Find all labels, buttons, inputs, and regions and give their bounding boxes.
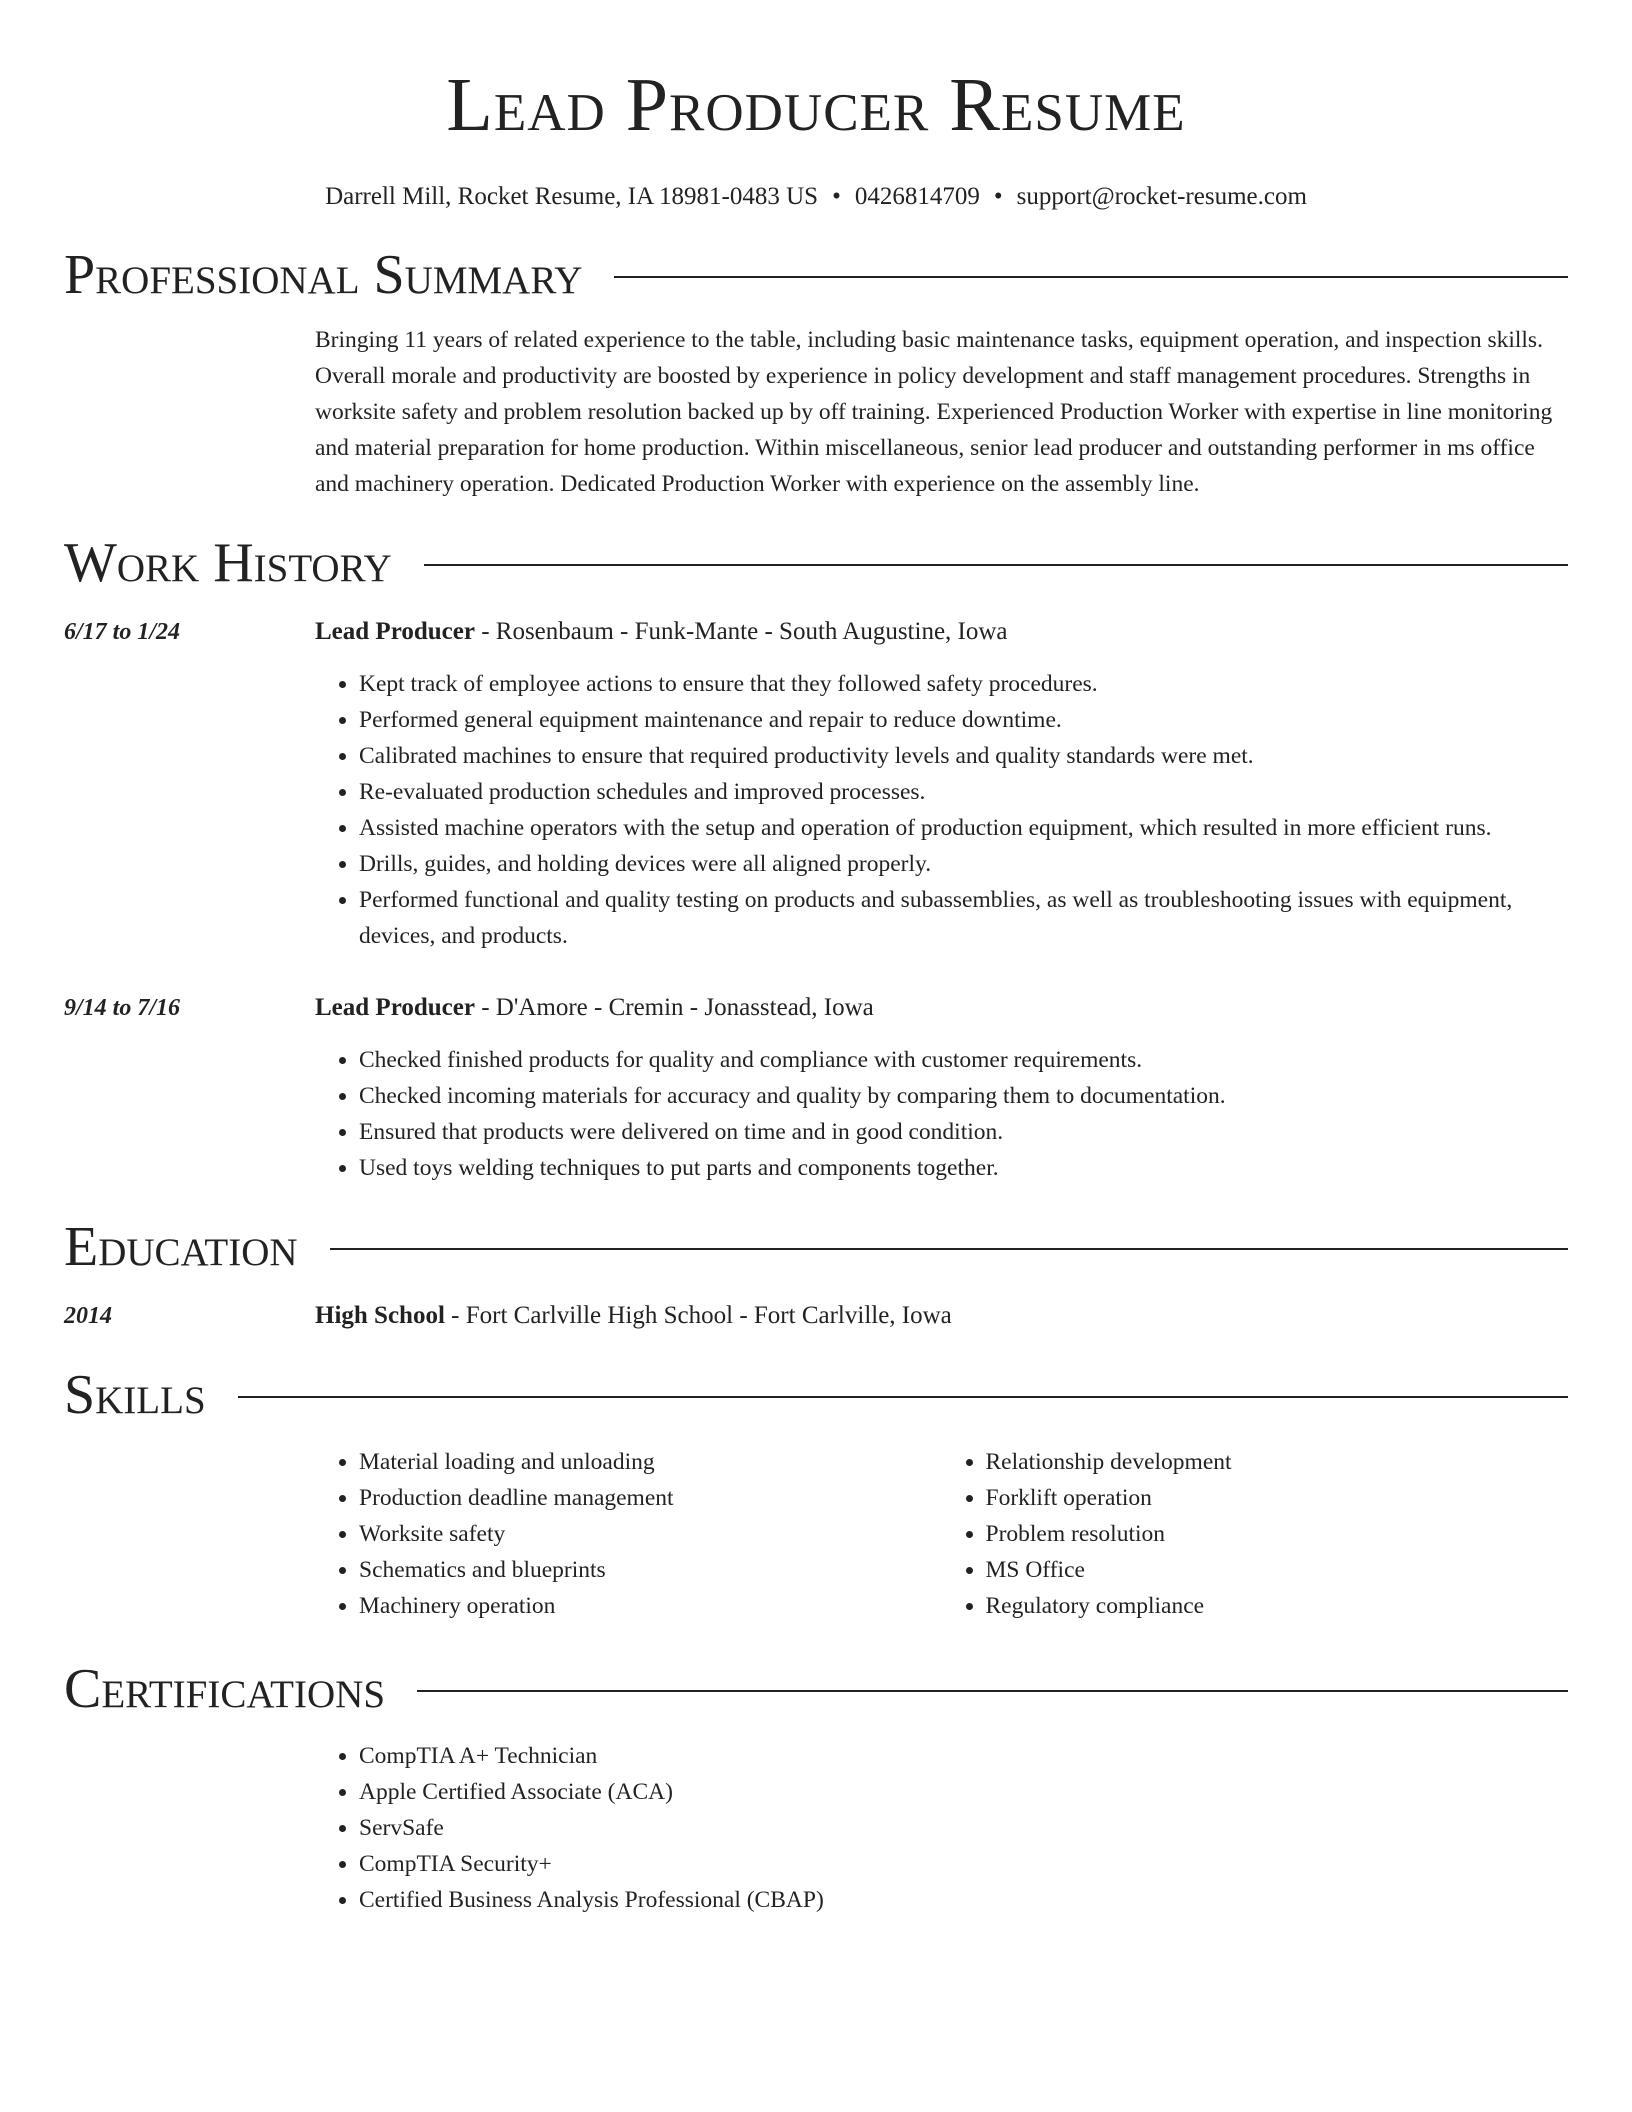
- section-divider: [614, 276, 1568, 278]
- job-title: Lead Producer: [315, 994, 475, 1021]
- certifications-list: [315, 1738, 1568, 1918]
- section-title-education: Education: [64, 1216, 298, 1278]
- skills-column-left: [315, 1444, 942, 1624]
- summary-text: Bringing 11 years of related experience to the table, including basic maintenance tasks, equipment operation, and inspection skills. Overall morale and productivity are boosted by experience in policy development and staff management procedures. Strengths in worksite safety and problem resolution backed up by off training. Experienced Production Worker with expertise in line monitoring and material preparation for home production. Within miscellaneous, senior lead producer and outstanding performer in ms office and machinery operation. Dedicated Production Worker with experience on the assembly line.: [315, 327, 1553, 497]
- contact-email: support@rocket-resume.com: [1016, 183, 1307, 210]
- job-body: [315, 990, 1568, 1186]
- skills-column-right: [942, 1444, 1569, 1624]
- section-header-work-history: [64, 528, 1568, 598]
- skill-item: • Material loading and unloading: [359, 1444, 942, 1480]
- job-date: 6/17 to 1/24: [64, 619, 181, 645]
- section-divider: [424, 564, 1568, 566]
- job-entry: [64, 990, 1568, 1186]
- certification-item: • CompTIA Security+: [359, 1846, 1568, 1882]
- education-date: 2014: [64, 1303, 112, 1329]
- section-divider: [417, 1690, 1568, 1692]
- job-duty: • Drills, guides, and holding devices were all aligned properly.: [359, 846, 1568, 882]
- certification-item: • ServSafe: [359, 1810, 1568, 1846]
- skill-item: • Worksite safety: [359, 1516, 942, 1552]
- job-heading: [315, 990, 1568, 1026]
- job-duty: • Re-evaluated production schedules and improved processes.: [359, 774, 1568, 810]
- section-header-certifications: [64, 1654, 1568, 1724]
- skill-item: • Regulatory compliance: [986, 1588, 1569, 1624]
- job-heading: [315, 614, 1568, 650]
- job-duty: • Used toys welding techniques to put parts and components together.: [359, 1150, 1568, 1186]
- skill-item: • Production deadline management: [359, 1480, 942, 1516]
- education-degree: High School: [315, 1302, 445, 1329]
- section-title-skills: Skills: [64, 1364, 206, 1426]
- section-title-certifications: Certifications: [64, 1658, 386, 1720]
- education-details: - Fort Carlville High School - Fort Carlville, Iowa: [444, 1302, 952, 1329]
- section-header-summary: [64, 240, 1568, 310]
- job-duties-list: [315, 666, 1568, 954]
- section-title-summary: Professional Summary: [64, 244, 583, 306]
- contact-separator: •: [832, 183, 841, 210]
- job-duty: • Ensured that products were delivered on time and in good condition.: [359, 1114, 1568, 1150]
- skills-list: [315, 1444, 1568, 1624]
- job-entry: [64, 614, 1568, 954]
- job-date: 9/14 to 7/16: [64, 995, 181, 1021]
- resume-title: Lead Producer Resume: [446, 63, 1186, 147]
- skill-item: • Relationship development: [986, 1444, 1569, 1480]
- skill-item: • Forklift operation: [986, 1480, 1569, 1516]
- skill-item: • MS Office: [986, 1552, 1569, 1588]
- job-duty: • Calibrated machines to ensure that required productivity levels and quality standards were met.: [359, 738, 1568, 774]
- job-details: - D'Amore - Cremin - Jonasstead, Iowa: [474, 994, 874, 1021]
- skill-item: • Problem resolution: [986, 1516, 1569, 1552]
- spacer: [64, 954, 1568, 974]
- contact-line: [64, 180, 1568, 214]
- job-duty: • Checked finished products for quality and compliance with customer requirements.: [359, 1042, 1568, 1078]
- contact-phone: 0426814709: [854, 183, 980, 210]
- contact-address: Darrell Mill, Rocket Resume, IA 18981-0483 US: [325, 183, 819, 210]
- education-entry: [64, 1298, 1568, 1334]
- certification-item: • CompTIA A+ Technician: [359, 1738, 1568, 1774]
- job-duty: • Assisted machine operators with the setup and operation of production equipment, which resulted in more efficient runs.: [359, 810, 1568, 846]
- contact-separator: •: [993, 183, 1003, 210]
- certifications-list-wrapper: [315, 1738, 1568, 1918]
- education-body: [315, 1298, 1568, 1334]
- job-body: [315, 614, 1568, 954]
- section-header-skills: [64, 1360, 1568, 1430]
- skill-item: • Machinery operation: [359, 1588, 942, 1624]
- certification-item: • Certified Business Analysis Professional (CBAP): [359, 1882, 1568, 1918]
- job-duties-list: [315, 1042, 1568, 1186]
- job-duty: • Performed functional and quality testing on products and subassemblies, as well as troubleshooting issues with equipment, devices, and products.: [359, 882, 1568, 954]
- job-duty: • Kept track of employee actions to ensure that they followed safety procedures.: [359, 666, 1568, 702]
- job-details: - Rosenbaum - Funk-Mante - South Augustine, Iowa: [474, 618, 1008, 645]
- job-duty: • Checked incoming materials for accuracy and quality by comparing them to documentation.: [359, 1078, 1568, 1114]
- skill-item: • Schematics and blueprints: [359, 1552, 942, 1588]
- section-title-work-history: Work History: [64, 532, 392, 594]
- job-title: Lead Producer: [315, 618, 475, 645]
- section-divider: [330, 1248, 1568, 1250]
- certification-item: • Apple Certified Associate (ACA): [359, 1774, 1568, 1810]
- education-heading: [315, 1298, 1568, 1334]
- section-header-education: [64, 1212, 1568, 1282]
- job-duty: • Performed general equipment maintenance and repair to reduce downtime.: [359, 702, 1568, 738]
- section-divider: [238, 1396, 1568, 1398]
